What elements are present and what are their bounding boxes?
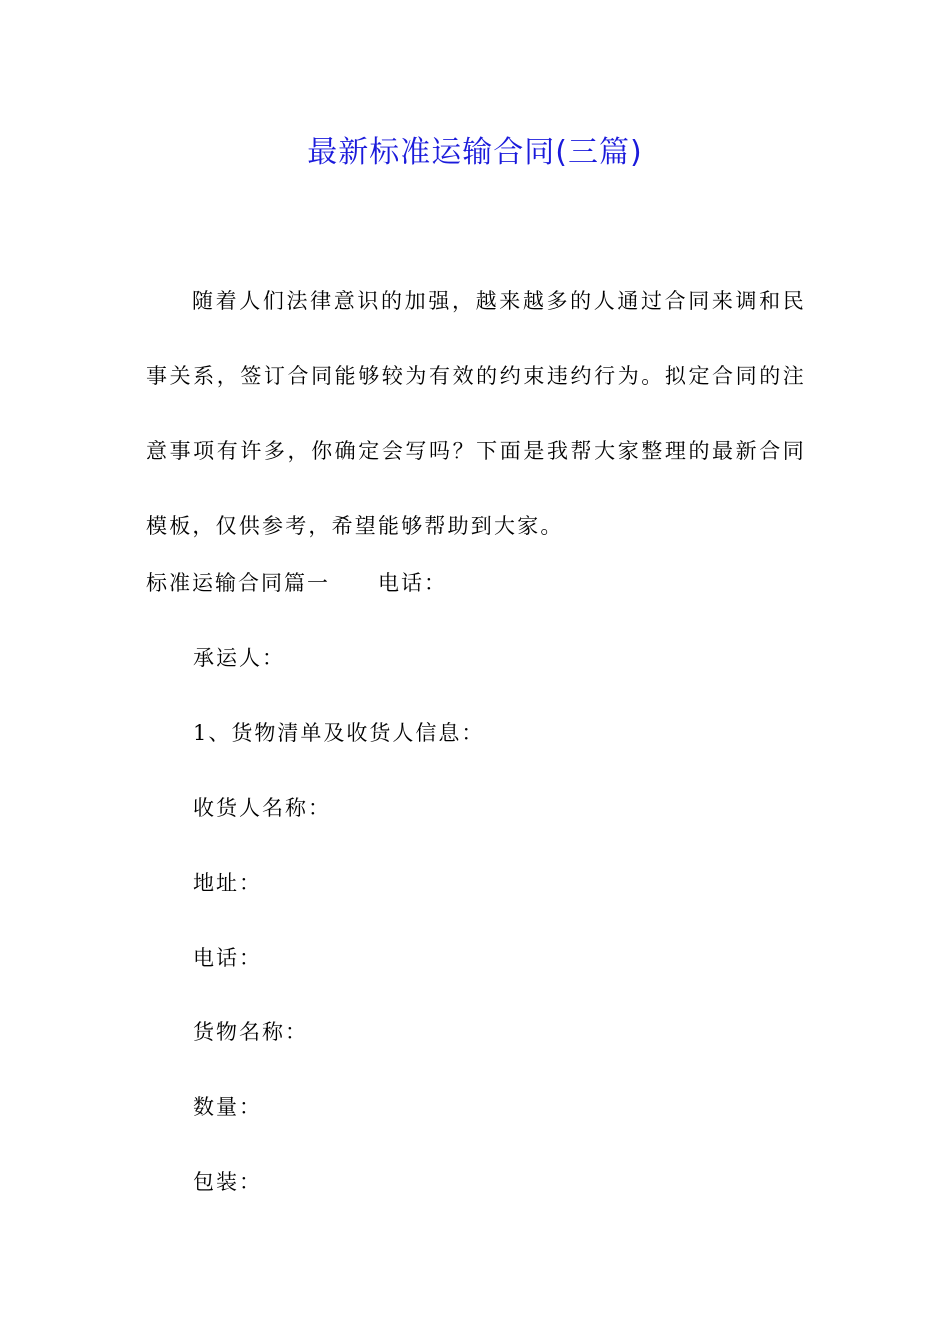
field-consignee-name: 收货人名称： bbox=[193, 796, 331, 820]
document-title: 最新标准运输合同(三篇) bbox=[307, 135, 643, 170]
intro-paragraph: 随着人们法律意识的加强，越来越多的人通过合同来调和民事关系，签订合同能够较为有效的约束违约行为。拟定合同的注意事项有许多，你确定会写吗？下面是我帮大家整理的最新合同模板，仅供参考，希望能够帮助到大家。 bbox=[146, 289, 806, 538]
field-phone: 电话： bbox=[193, 946, 262, 970]
field-cargo-list-heading: 1、货物清单及收货人信息： bbox=[193, 721, 485, 745]
field-quantity: 数量： bbox=[193, 1095, 262, 1119]
field-address: 地址： bbox=[193, 871, 262, 895]
field-carrier: 承运人： bbox=[193, 646, 285, 670]
field-packaging: 包装： bbox=[193, 1170, 262, 1194]
field-cargo-name: 货物名称： bbox=[193, 1020, 308, 1044]
section-title: 标准运输合同篇一 bbox=[146, 571, 330, 595]
section-phone-label: 电话： bbox=[378, 571, 447, 595]
section-heading bbox=[146, 563, 447, 603]
